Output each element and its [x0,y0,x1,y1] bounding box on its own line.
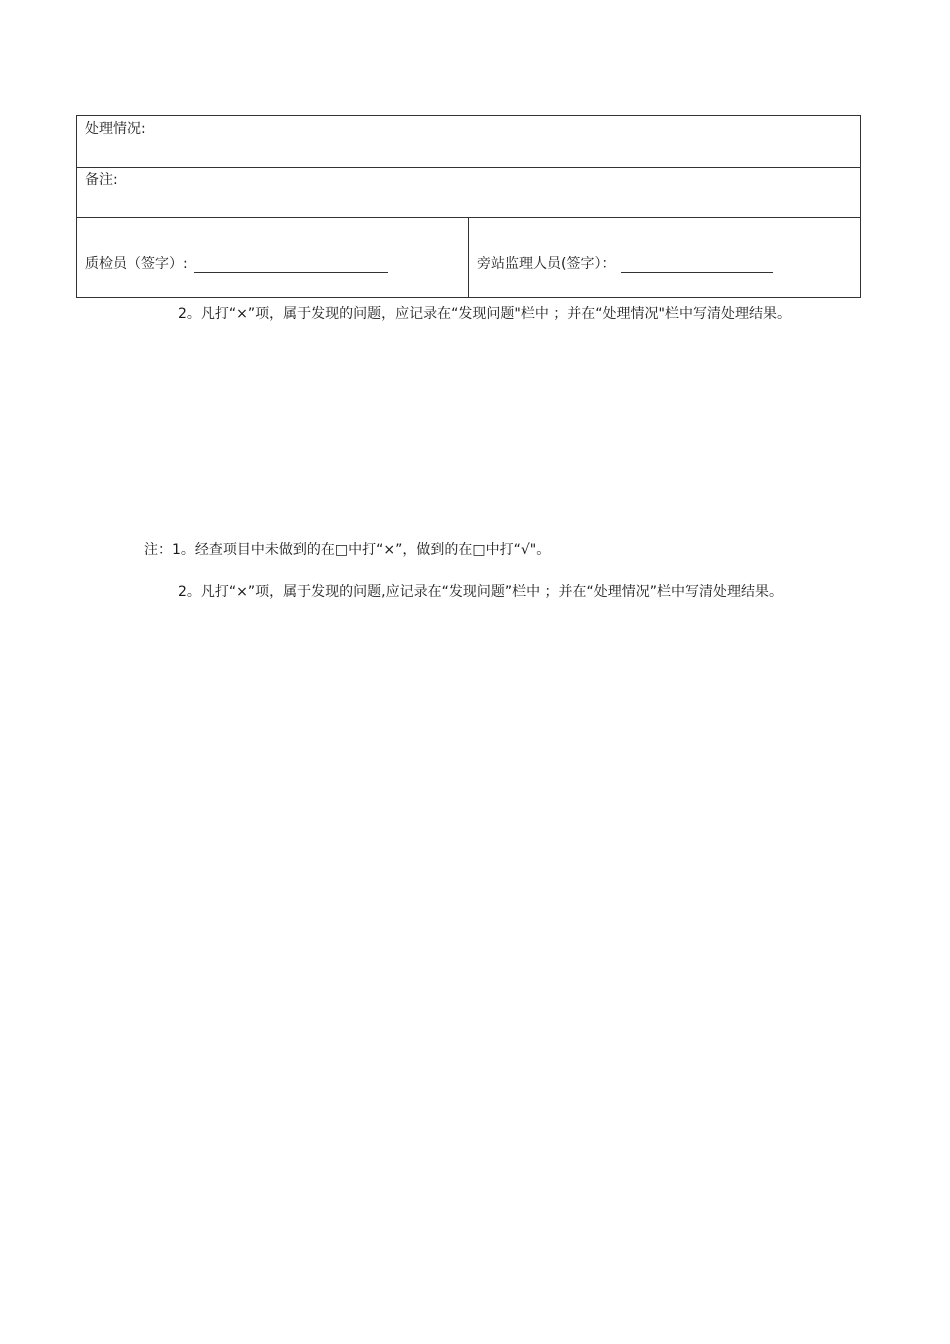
supervisor-label: 旁站监理人员(签字）： [477,255,616,272]
inspector-signature-cell [77,218,469,298]
inspector-label: 质检员（签字）: [85,255,188,272]
handling-row [77,116,861,168]
remarks-label: 备注: [85,172,118,188]
handling-label: 处理情况: [85,121,146,137]
handling-cell[interactable] [77,116,861,168]
remarks-row [77,168,861,218]
supervisor-signature-cell [469,218,861,298]
note-1-paragraph: 注：1。经查项目中未做到的在□中打“×”，做到的在□中打“√"。 [144,542,551,558]
supervisor-signature-line[interactable] [621,258,773,273]
note-2-paragraph-second: 2。凡打“×”项，属于发现的问题,应记录在“发现问题”栏中 ；并在“处理情况”栏中写清处理结果。 [178,584,784,600]
inspector-signature-line[interactable] [194,258,388,273]
signature-row [77,218,861,298]
inspection-form-table [76,115,861,298]
remarks-cell[interactable] [77,168,861,218]
note-2-paragraph-first: 2。凡打“×”项，属于发现的问题，应记录在“发现问题"栏中 ；并在“处理情况"栏中写清处理结果。 [178,306,791,322]
